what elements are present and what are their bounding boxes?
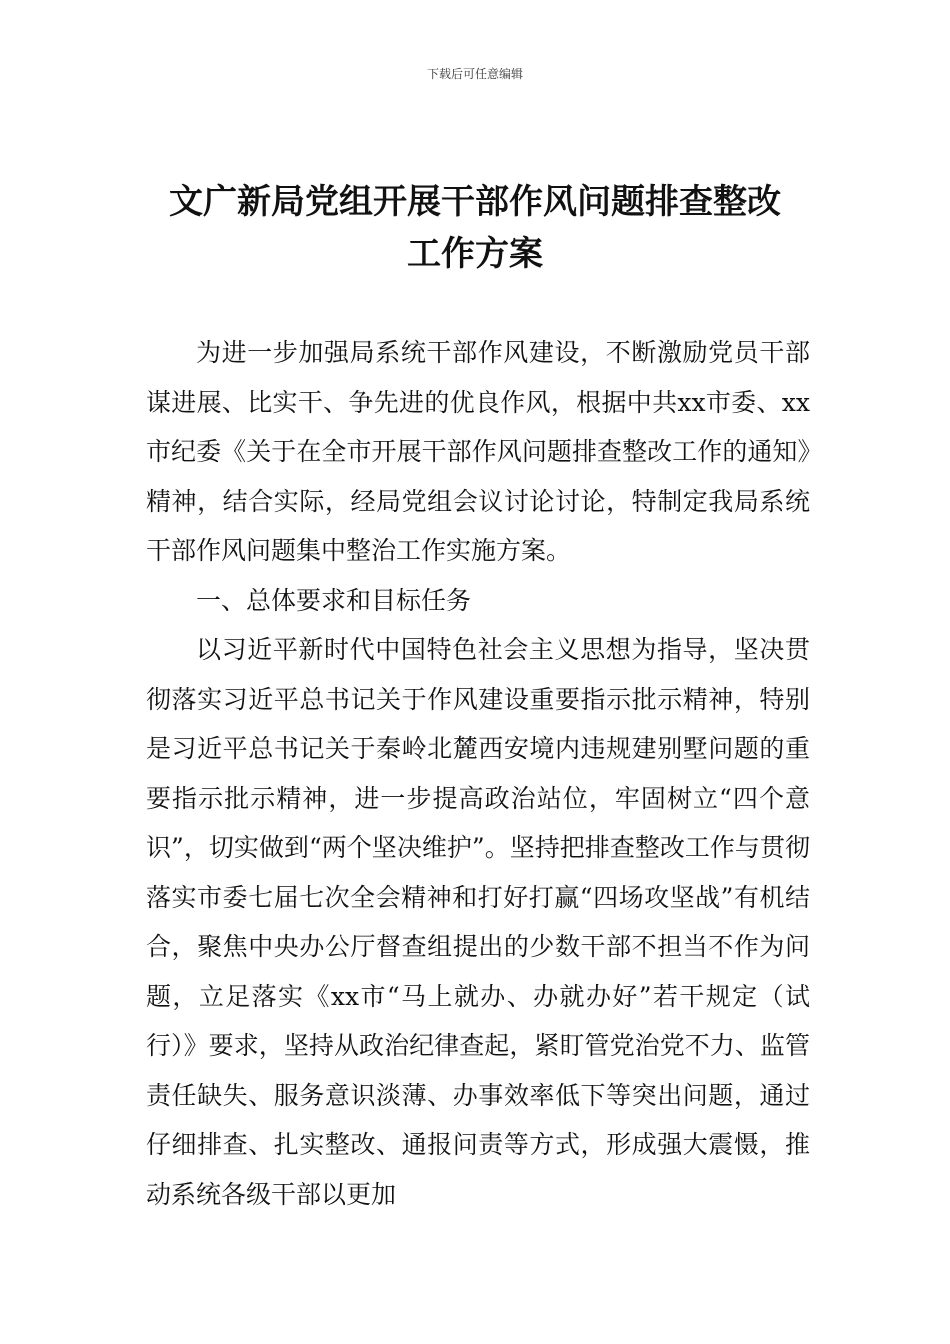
document-title-line-1: 文广新局党组开展干部作风问题排查整改 xyxy=(169,182,781,222)
section-1-heading: 一、总体要求和目标任务 xyxy=(196,585,472,615)
document-title-line-2: 工作方案 xyxy=(407,234,543,274)
intro-paragraph: 为进一步加强局系统干部作风建设，不断激励党员干部谋进展、比实干、争先进的优良作风，根据中共xx市委、xx市纪委《关于在全市开展干部作风问题排查整改工作的通知》精神，结合实际，经局党组会议讨论讨论，特制定我局系统干部作风问题集中整治工作实施方案。 xyxy=(146,338,810,565)
document-body xyxy=(146,328,810,1219)
page-header-note: 下载后可任意编辑 xyxy=(426,67,523,81)
section-1-paragraph: 以习近平新时代中国特色社会主义思想为指导，坚决贯彻落实习近平总书记关于作风建设重要指示批示精神，特别是习近平总书记关于秦岭北麓西安境内违规建别墅问题的重要指示批示精神，进一步提高政治站位，牢固树立“四个意识”，切实做到“两个坚决维护”。坚持把排查整改工作与贯彻落实市委七届七次全会精神和打好打赢“四场攻坚战”有机结合，聚焦中央办公厅督查组提出的少数干部不担当不作为问题，立足落实《xx市“马上就办、办就办好”若干规定（试行）》要求，坚持从政治纪律查起，紧盯管党治党不力、监管责任缺失、服务意识淡薄、办事效率低下等突出问题，通过仔细排查、扎实整改、通报问责等方式，形成强大震慑，推动系统各级干部以更加 xyxy=(146,635,810,1209)
document-title xyxy=(120,176,830,280)
